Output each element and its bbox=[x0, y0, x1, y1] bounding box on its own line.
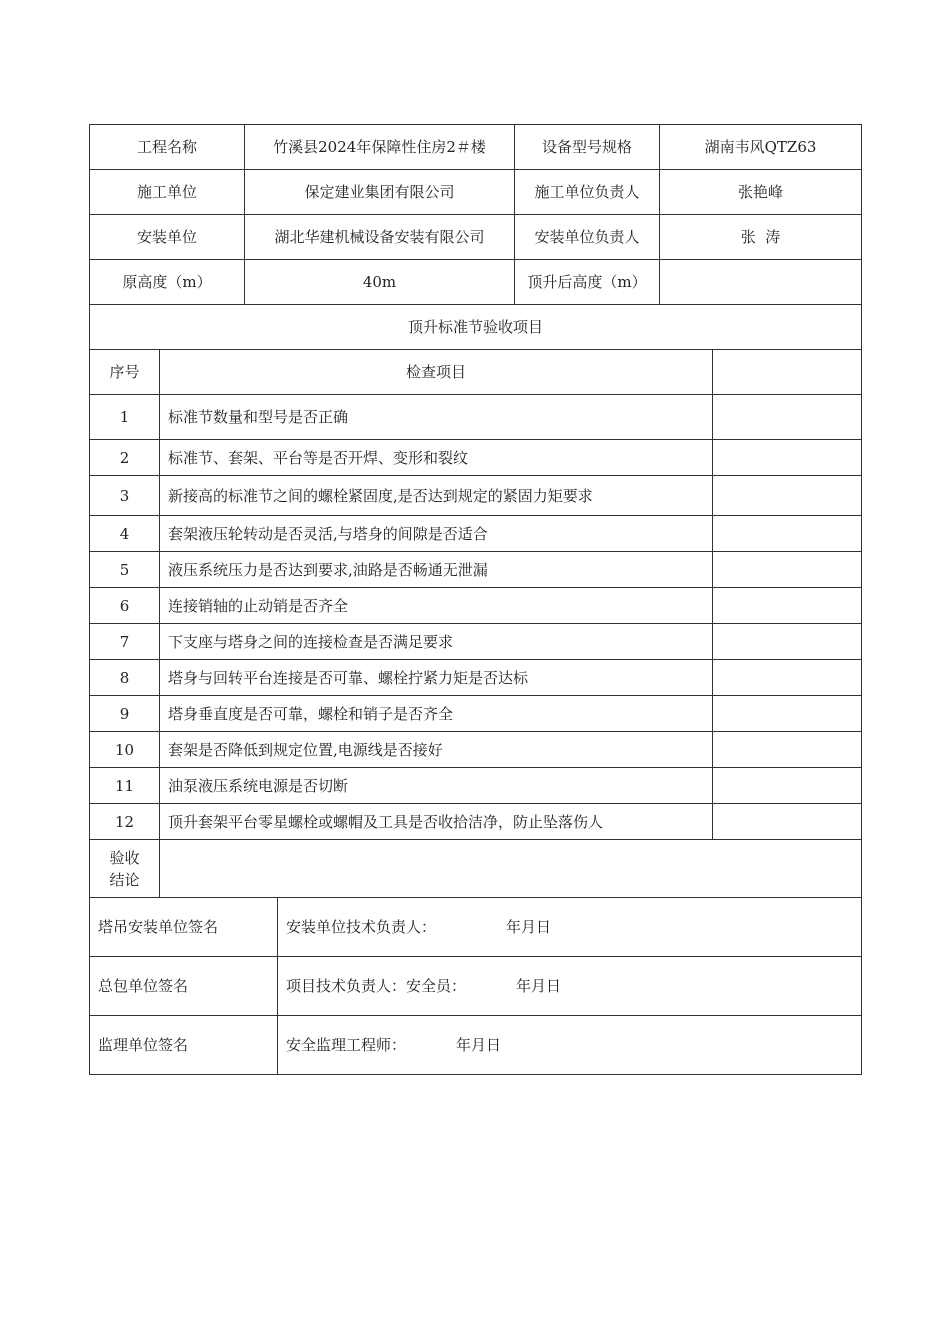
item-text: 塔身与回转平台连接是否可靠、螺栓拧紧力矩是否达标 bbox=[160, 660, 713, 696]
table-row bbox=[90, 552, 862, 588]
item-no: 5 bbox=[90, 552, 160, 588]
project-info-table bbox=[89, 124, 862, 305]
item-result[interactable] bbox=[713, 624, 862, 660]
contractor-label: 施工单位 bbox=[90, 170, 245, 215]
equipment-model-value: 湖南韦风QTZ63 bbox=[660, 125, 862, 170]
table-row bbox=[90, 768, 862, 804]
item-result[interactable] bbox=[713, 552, 862, 588]
info-row-contractor bbox=[90, 170, 862, 215]
table-row bbox=[90, 516, 862, 552]
original-height-label: 原高度（m） bbox=[90, 260, 245, 305]
item-text: 塔身垂直度是否可靠，螺栓和销子是否齐全 bbox=[160, 696, 713, 732]
item-no: 1 bbox=[90, 395, 160, 440]
acceptance-form bbox=[89, 124, 861, 1075]
installer-manager-label: 安装单位负责人 bbox=[515, 215, 660, 260]
info-row-installer bbox=[90, 215, 862, 260]
item-no: 11 bbox=[90, 768, 160, 804]
table-row bbox=[90, 696, 862, 732]
signature-row bbox=[90, 1016, 862, 1075]
table-row bbox=[90, 395, 862, 440]
signature-signer: 安装单位技术负责人： bbox=[286, 918, 437, 936]
item-text: 标准节数量和型号是否正确 bbox=[160, 395, 713, 440]
signature-unit: 监理单位签名 bbox=[90, 1016, 278, 1075]
table-row bbox=[90, 732, 862, 768]
item-no: 8 bbox=[90, 660, 160, 696]
signature-field[interactable] bbox=[278, 898, 862, 957]
item-no: 7 bbox=[90, 624, 160, 660]
item-text: 标准节、套架、平台等是否开焊、变形和裂纹 bbox=[160, 440, 713, 476]
item-text: 顶升套架平台零星螺栓或螺帽及工具是否收拾洁净，防止坠落伤人 bbox=[160, 804, 713, 840]
signature-row bbox=[90, 957, 862, 1016]
item-no: 12 bbox=[90, 804, 160, 840]
table-row bbox=[90, 476, 862, 516]
contractor-value: 保定建业集团有限公司 bbox=[245, 170, 515, 215]
conclusion-row bbox=[90, 840, 862, 898]
conclusion-label-line1: 验收 bbox=[109, 848, 140, 867]
signature-signer: 安全监理工程师： bbox=[286, 1036, 407, 1054]
item-result[interactable] bbox=[713, 732, 862, 768]
table-row bbox=[90, 440, 862, 476]
table-row bbox=[90, 804, 862, 840]
signature-signer: 项目技术负责人：安全员： bbox=[286, 977, 467, 995]
item-no: 4 bbox=[90, 516, 160, 552]
item-result[interactable] bbox=[713, 804, 862, 840]
checklist-table bbox=[89, 305, 862, 898]
project-name-label: 工程名称 bbox=[90, 125, 245, 170]
info-row-project bbox=[90, 125, 862, 170]
signature-table bbox=[89, 898, 862, 1075]
signature-unit: 塔吊安装单位签名 bbox=[90, 898, 278, 957]
table-row bbox=[90, 660, 862, 696]
item-no: 9 bbox=[90, 696, 160, 732]
raised-height-label: 顶升后高度（m） bbox=[515, 260, 660, 305]
installer-value: 湖北华建机械设备安装有限公司 bbox=[245, 215, 515, 260]
item-text: 连接销轴的止动销是否齐全 bbox=[160, 588, 713, 624]
column-header-item: 检查项目 bbox=[160, 350, 713, 395]
equipment-model-label: 设备型号规格 bbox=[515, 125, 660, 170]
conclusion-value[interactable] bbox=[160, 840, 862, 898]
table-row bbox=[90, 624, 862, 660]
table-row bbox=[90, 588, 862, 624]
item-text: 液压系统压力是否达到要求,油路是否畅通无泄漏 bbox=[160, 552, 713, 588]
signature-date: 年月日 bbox=[506, 918, 552, 936]
signature-row bbox=[90, 898, 862, 957]
item-no: 10 bbox=[90, 732, 160, 768]
item-text: 新接高的标准节之间的螺栓紧固度,是否达到规定的紧固力矩要求 bbox=[160, 476, 713, 516]
item-result[interactable] bbox=[713, 440, 862, 476]
item-result[interactable] bbox=[713, 516, 862, 552]
raised-height-value bbox=[660, 260, 862, 305]
installer-manager-value: 张 涛 bbox=[660, 215, 862, 260]
item-no: 3 bbox=[90, 476, 160, 516]
item-result[interactable] bbox=[713, 660, 862, 696]
signature-field[interactable] bbox=[278, 1016, 862, 1075]
conclusion-label-line2: 结论 bbox=[109, 870, 140, 889]
contractor-manager-label: 施工单位负责人 bbox=[515, 170, 660, 215]
column-header-no: 序号 bbox=[90, 350, 160, 395]
item-result[interactable] bbox=[713, 696, 862, 732]
item-text: 套架是否降低到规定位置,电源线是否接好 bbox=[160, 732, 713, 768]
original-height-value: 40m bbox=[245, 260, 515, 305]
info-row-height bbox=[90, 260, 862, 305]
signature-date: 年月日 bbox=[516, 977, 562, 995]
item-text: 油泵液压系统电源是否切断 bbox=[160, 768, 713, 804]
item-result[interactable] bbox=[713, 395, 862, 440]
item-no: 2 bbox=[90, 440, 160, 476]
item-result[interactable] bbox=[713, 476, 862, 516]
item-result[interactable] bbox=[713, 588, 862, 624]
section-title-row bbox=[90, 305, 862, 350]
item-text: 套架液压轮转动是否灵活,与塔身的间隙是否适合 bbox=[160, 516, 713, 552]
signature-unit: 总包单位签名 bbox=[90, 957, 278, 1016]
installer-label: 安装单位 bbox=[90, 215, 245, 260]
section-title: 顶升标准节验收项目 bbox=[90, 305, 862, 350]
signature-date: 年月日 bbox=[456, 1036, 502, 1054]
conclusion-label bbox=[90, 840, 160, 898]
signature-field[interactable] bbox=[278, 957, 862, 1016]
item-result[interactable] bbox=[713, 768, 862, 804]
checklist-header-row bbox=[90, 350, 862, 395]
item-text: 下支座与塔身之间的连接检查是否满足要求 bbox=[160, 624, 713, 660]
project-name-value: 竹溪县2024年保障性住房2＃楼 bbox=[245, 125, 515, 170]
contractor-manager-value: 张艳峰 bbox=[660, 170, 862, 215]
item-no: 6 bbox=[90, 588, 160, 624]
column-header-result bbox=[713, 350, 862, 395]
